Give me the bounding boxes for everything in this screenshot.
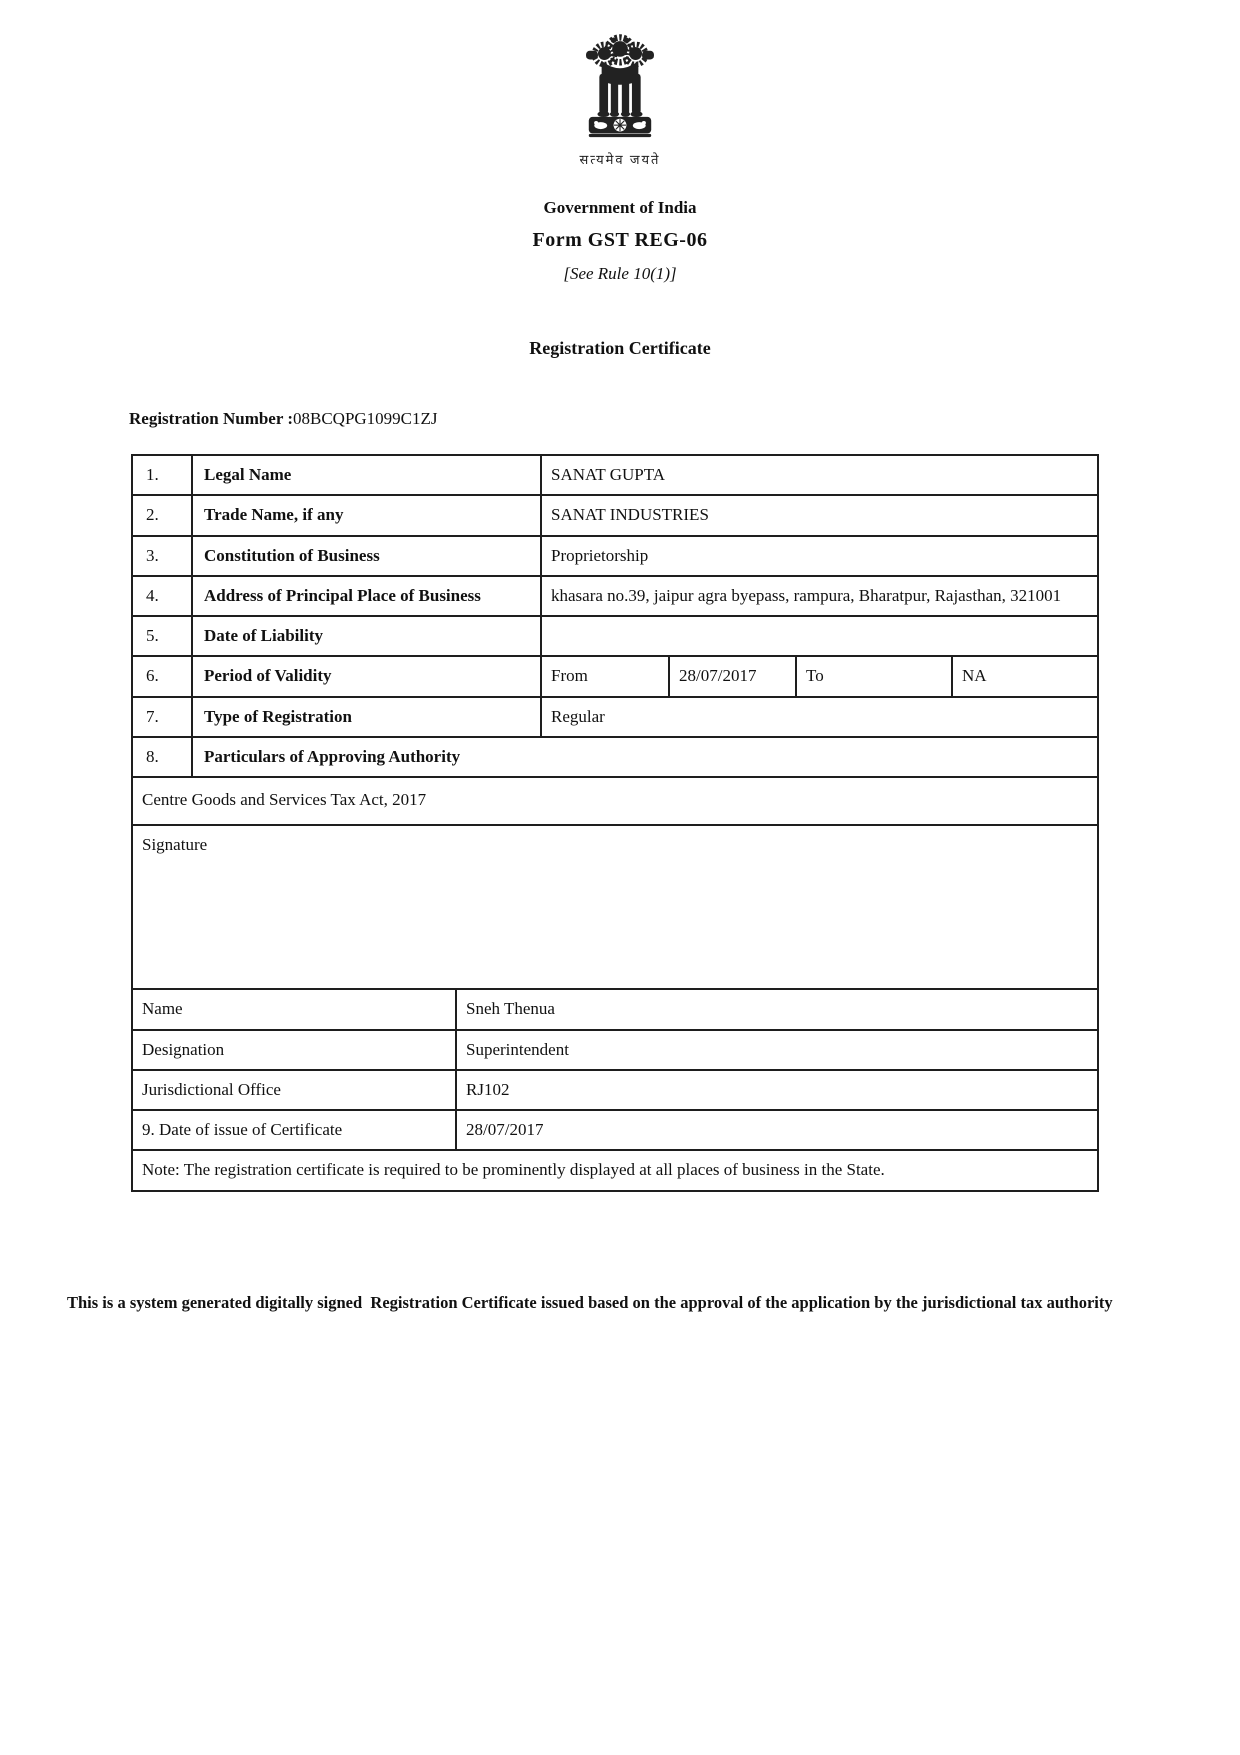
validity-to-value: NA	[952, 656, 1098, 696]
table-row-trade-name	[132, 495, 1098, 535]
row-label: 9. Date of issue of Certificate	[132, 1110, 456, 1150]
registration-number-label: Registration Number :	[129, 409, 293, 428]
table-row-jurisdictional-office	[132, 1070, 1098, 1110]
row-label: Designation	[132, 1030, 456, 1070]
row-value: Regular	[541, 697, 1098, 737]
row-value: SANAT GUPTA	[541, 455, 1098, 495]
table-row-constitution	[132, 536, 1098, 576]
table-row-period-of-validity	[132, 656, 1098, 696]
row-value: khasara no.39, jaipur agra byepass, rampura, Bharatpur, Rajasthan, 321001	[541, 576, 1098, 616]
table-row-authority-name	[132, 989, 1098, 1029]
certificate-title: Registration Certificate	[529, 338, 711, 358]
row-number: 8.	[132, 737, 192, 777]
row-label: Particulars of Approving Authority	[192, 737, 1098, 777]
validity-from-value: 28/07/2017	[669, 656, 796, 696]
row-number: 5.	[132, 616, 192, 656]
row-label: Address of Principal Place of Business	[192, 576, 541, 616]
emblem-block	[0, 26, 1240, 168]
row-number: 2.	[132, 495, 192, 535]
row-value: SANAT INDUSTRIES	[541, 495, 1098, 535]
row-label: Trade Name, if any	[192, 495, 541, 535]
table-row-type-of-registration	[132, 697, 1098, 737]
row-number: 4.	[132, 576, 192, 616]
table-row-note	[132, 1150, 1098, 1190]
table-row-address	[132, 576, 1098, 616]
government-heading: Government of India	[543, 198, 697, 217]
row-number: 7.	[132, 697, 192, 737]
registration-number-value: 08BCQPG1099C1ZJ	[293, 409, 438, 428]
row-label: Legal Name	[192, 455, 541, 495]
table-row-legal-name	[132, 455, 1098, 495]
row-label: Jurisdictional Office	[132, 1070, 456, 1110]
signature-area: Signature	[132, 825, 1098, 989]
registration-number-line	[129, 409, 1240, 429]
row-label: Type of Registration	[192, 697, 541, 737]
table-row-designation	[132, 1030, 1098, 1070]
row-value: Superintendent	[456, 1030, 1098, 1070]
row-label: Name	[132, 989, 456, 1029]
validity-to-label: To	[796, 656, 952, 696]
system-generated-disclaimer: This is a system generated digitally signed Registration Certificate issued based on the approval of the application by the jurisdictional tax authority	[67, 1292, 1113, 1312]
dharma-chakra-icon	[614, 119, 627, 132]
row-value	[541, 616, 1098, 656]
note-text: Note: The registration certificate is required to be prominently displayed at all places of business in the State.	[132, 1150, 1098, 1190]
row-value: Sneh Thenua	[456, 989, 1098, 1029]
row-number: 6.	[132, 656, 192, 696]
table-row-act	[132, 777, 1098, 825]
table-row-date-of-issue	[132, 1110, 1098, 1150]
form-title: Form GST REG-06	[532, 229, 708, 251]
row-label: Constitution of Business	[192, 536, 541, 576]
row-number: 3.	[132, 536, 192, 576]
validity-from-label: From	[541, 656, 669, 696]
row-value: Proprietorship	[541, 536, 1098, 576]
table-row-date-of-liability	[132, 616, 1098, 656]
row-label: Period of Validity	[192, 656, 541, 696]
registration-details-table	[131, 454, 1099, 1192]
table-row-signature	[132, 825, 1098, 989]
table-row-approving-authority	[132, 737, 1098, 777]
act-name: Centre Goods and Services Tax Act, 2017	[132, 777, 1098, 825]
row-number: 1.	[132, 455, 192, 495]
row-value: 28/07/2017	[456, 1110, 1098, 1150]
row-value: RJ102	[456, 1070, 1098, 1110]
rule-reference: [See Rule 10(1)]	[563, 264, 677, 283]
row-label: Date of Liability	[192, 616, 541, 656]
emblem-motto: सत्यमेव जयते	[579, 152, 661, 167]
emblem-of-india-icon	[574, 26, 666, 149]
